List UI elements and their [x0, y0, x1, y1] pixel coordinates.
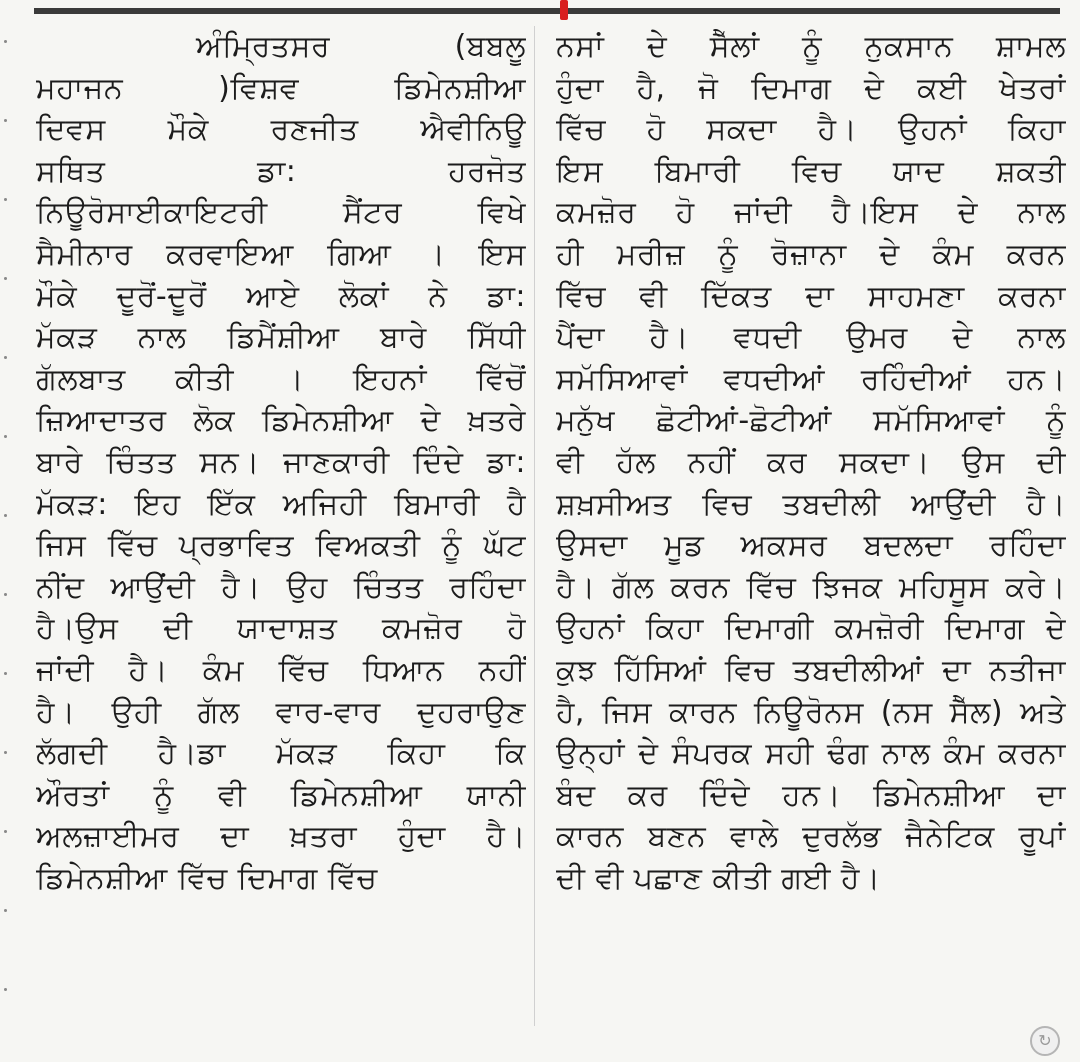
right-column-line: ਵਿੱਚ ਵੀ ਦਿੱਕਤ ਦਾ ਸਾਹਮਣਾ ਕਰਨਾ — [556, 278, 1066, 314]
right-column-line: ਕਮਜ਼ੋਰ ਹੋ ਜਾਂਦੀ ਹੈ।ਇਸ ਦੇ ਨਾਲ — [556, 195, 1066, 231]
left-column-line: ਡਿਮੇਨਸ਼ੀਆ ਵਿੱਚ ਦਿਮਾਗ ਵਿੱਚ — [36, 860, 378, 896]
right-column-line: ਉਨ੍ਹਾਂ ਦੇ ਸੰਪਰਕ ਸਹੀ ਢੰਗ ਨਾਲ ਕੰਮ ਕਰਨਾ — [556, 736, 1066, 772]
left-column-line: ਨੀਂਦ ਆਉਂਦੀ ਹੈ। ਉਹ ਚਿੰਤਤ ਰਹਿੰਦਾ — [36, 569, 526, 605]
left-column-line: ਨਿਊਰੋਸਾਈਕਾਇਟਰੀ ਸੈਂਟਰ ਵਿਖੇ — [36, 195, 526, 231]
right-column-line: ਨਸਾਂ ਦੇ ਸੈੱਲਾਂ ਨੂੰ ਨੁਕਸਾਨ ਸ਼ਾਮਲ — [556, 29, 1066, 64]
left-column-line: ਸੈਮੀਨਾਰ ਕਰਵਾਇਆ ਗਿਆ । ਇਸ — [36, 236, 526, 272]
right-column-line: ਉਸਦਾ ਮੂਡ ਅਕਸਰ ਬਦਲਦਾ ਰਹਿੰਦਾ — [556, 528, 1066, 564]
left-column-line: ਲੱਗਦੀ ਹੈ।ਡਾ ਮੱਕੜ ਕਿਹਾ ਕਿ — [36, 736, 526, 772]
right-column-line: ਮਨੁੱਖ ਛੋਟੀਆਂ-ਛੋਟੀਆਂ ਸਮੱਸਿਆਵਾਂ ਨੂੰ — [556, 403, 1066, 439]
top-rule — [34, 8, 1060, 14]
article-column-right — [556, 26, 1066, 899]
rotate-icon[interactable]: ↻ — [1030, 1026, 1060, 1056]
right-column-line: ਬੰਦ ਕਰ ਦਿੰਦੇ ਹਨ। ਡਿਮੇਨਸ਼ੀਆ ਦਾ — [556, 777, 1066, 813]
left-column-line: ਮੌਕੇ ਦੂਰੋਂ-ਦੂਰੋਂ ਆਏ ਲੋਕਾਂ ਨੇ ਡਾ: — [36, 278, 526, 314]
left-column-line: ਹੈ। ਉਹੀ ਗੱਲ ਵਾਰ-ਵਾਰ ਦੁਹਰਾਉਣ — [36, 694, 526, 730]
left-column-line: ਸਥਿਤ ਡਾ: ਹਰਜੋਤ — [36, 153, 526, 189]
left-column-line: ਅਲਜ਼ਾਈਮਰ ਦਾ ਖ਼ਤਰਾ ਹੁੰਦਾ ਹੈ। — [36, 819, 526, 855]
right-column-line: ਉਹਨਾਂ ਕਿਹਾ ਦਿਮਾਗੀ ਕਮਜ਼ੋਰੀ ਦਿਮਾਗ ਦੇ — [556, 611, 1066, 647]
column-divider — [534, 26, 535, 1026]
left-column-line: ਗੱਲਬਾਤ ਕੀਤੀ । ਇਹਨਾਂ ਵਿੱਚੋਂ — [36, 361, 526, 397]
left-column-line: ਜ਼ਿਆਦਾਤਰ ਲੋਕ ਡਿਮੇਨਸ਼ੀਆ ਦੇ ਖ਼ਤਰੇ — [36, 403, 526, 439]
left-column-line: ਹੈ।ਉਸ ਦੀ ਯਾਦਾਸ਼ਤ ਕਮਜ਼ੋਰ ਹੋ — [36, 611, 526, 647]
right-column-line: ਕੁਝ ਹਿੱਸਿਆਂ ਵਿਚ ਤਬਦੀਲੀਆਂ ਦਾ ਨਤੀਜਾ — [556, 652, 1066, 688]
left-column-line: ਜਾਂਦੀ ਹੈ। ਕੰਮ ਵਿੱਚ ਧਿਆਨ ਨਹੀਂ — [36, 652, 526, 688]
left-column-line: ਮੱਕੜ ਨਾਲ ਡਿਮੈਂਸ਼ੀਆ ਬਾਰੇ ਸਿੱਧੀ — [36, 320, 526, 356]
right-column-line: ਕਾਰਨ ਬਣਨ ਵਾਲੇ ਦੁਰਲੱਭ ਜੈਨੇਟਿਕ ਰੂਪਾਂ — [556, 819, 1066, 855]
right-column-line: ਵਿੱਚ ਹੋ ਸਕਦਾ ਹੈ। ਉਹਨਾਂ ਕਿਹਾ — [556, 112, 1066, 148]
right-column-line: ਸਮੱਸਿਆਵਾਂ ਵਧਦੀਆਂ ਰਹਿੰਦੀਆਂ ਹਨ। — [556, 361, 1066, 397]
left-column-line: ਦਿਵਸ ਮੌਕੇ ਰਣਜੀਤ ਐਵੀਨਿਊ — [36, 112, 526, 148]
left-column-line: ਅੰਮ੍ਰਿਤਸਰ (ਬਬਲੂ — [196, 29, 526, 64]
article-column-left — [36, 26, 526, 899]
left-column-line: ਮਹਾਜਨ )ਵਿਸ਼ਵ ਡਿਮੇਨਸ਼ੀਆ — [36, 70, 526, 106]
red-marker — [560, 0, 568, 20]
right-column-line: ਇਸ ਬਿਮਾਰੀ ਵਿਚ ਯਾਦ ਸ਼ਕਤੀ — [556, 153, 1066, 189]
right-column-line: ਦੀ ਵੀ ਪਛਾਣ ਕੀਤੀ ਗਈ ਹੈ। — [556, 860, 881, 896]
left-column-line: ਔਰਤਾਂ ਨੂੰ ਵੀ ਡਿਮੇਨਸ਼ੀਆ ਯਾਨੀ — [36, 777, 526, 813]
margin-dots — [4, 40, 12, 1040]
right-column-line: ਹੈ। ਗੱਲ ਕਰਨ ਵਿੱਚ ਝਿਜਕ ਮਹਿਸੂਸ ਕਰੇ। — [556, 569, 1066, 605]
left-column-line: ਜਿਸ ਵਿੱਚ ਪ੍ਰਭਾਵਿਤ ਵਿਅਕਤੀ ਨੂੰ ਘੱਟ — [36, 528, 526, 564]
right-column-line: ਸ਼ਖ਼ਸੀਅਤ ਵਿਚ ਤਬਦੀਲੀ ਆਉਂਦੀ ਹੈ। — [556, 486, 1066, 522]
right-column-line: ਵੀ ਹੱਲ ਨਹੀਂ ਕਰ ਸਕਦਾ। ਉਸ ਦੀ — [556, 444, 1066, 480]
right-column-line: ਹੈ, ਜਿਸ ਕਾਰਨ ਨਿਊਰੋਨਸ (ਨਸ ਸੈੱਲ) ਅਤੇ — [556, 694, 1066, 730]
right-column-line: ਹੁੰਦਾ ਹੈ, ਜੋ ਦਿਮਾਗ ਦੇ ਕਈ ਖੇਤਰਾਂ — [556, 70, 1066, 106]
left-column-line: ਬਾਰੇ ਚਿੰਤਤ ਸਨ। ਜਾਣਕਾਰੀ ਦਿੰਦੇ ਡਾ: — [36, 444, 526, 480]
right-column-line: ਹੀ ਮਰੀਜ਼ ਨੂੰ ਰੋਜ਼ਾਨਾ ਦੇ ਕੰਮ ਕਰਨ — [556, 236, 1066, 272]
right-column-line: ਪੈਂਦਾ ਹੈ। ਵਧਦੀ ਉਮਰ ਦੇ ਨਾਲ — [556, 320, 1066, 356]
left-column-line: ਮੱਕੜ: ਇਹ ਇੱਕ ਅਜਿਹੀ ਬਿਮਾਰੀ ਹੈ — [36, 486, 526, 522]
